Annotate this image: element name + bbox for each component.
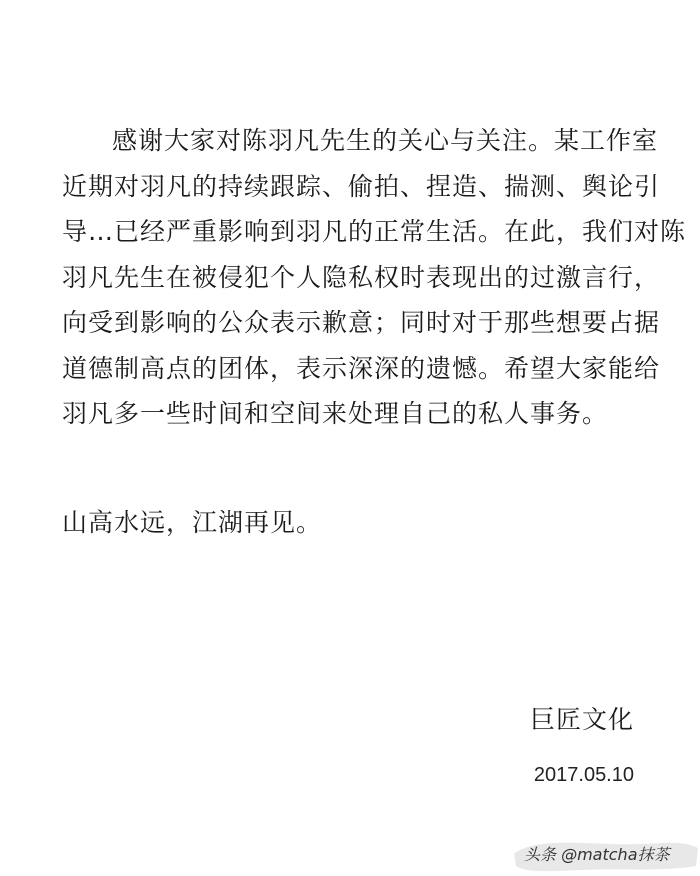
paragraph-line-7: 羽凡多一些时间和空间来处理自己的私人事务。 xyxy=(62,399,609,428)
paragraph-line-5: 向受到影响的公众表示歉意；同时对于那些想要占据 xyxy=(62,308,661,337)
paragraph-line-1: 感谢大家对陈羽凡先生的关心与关注。某工作室 xyxy=(112,126,659,155)
paragraph-line-2: 近期对羽凡的持续跟踪、偷拍、捏造、揣测、舆论引 xyxy=(62,171,661,201)
statement-date: 2017.05.10 xyxy=(533,764,634,786)
paragraph-line-4: 羽凡先生在被侵犯个人隐私权时表现出的过激言行， xyxy=(62,262,661,292)
source-watermark xyxy=(510,832,700,876)
paragraph-line-6: 道德制高点的团体，表示深深的遗憾。希望大家能给 xyxy=(62,353,661,383)
statement-paragraph xyxy=(62,118,687,437)
closing-line: 山高水远，江湖再见。 xyxy=(62,508,323,537)
signature: 巨匠文化 xyxy=(529,705,634,734)
paragraph-line-3: 导…已经严重影响到羽凡的正常生活。在此，我们对陈 xyxy=(62,217,687,246)
watermark-text: 头条 @matcha抹茶 xyxy=(524,845,670,864)
